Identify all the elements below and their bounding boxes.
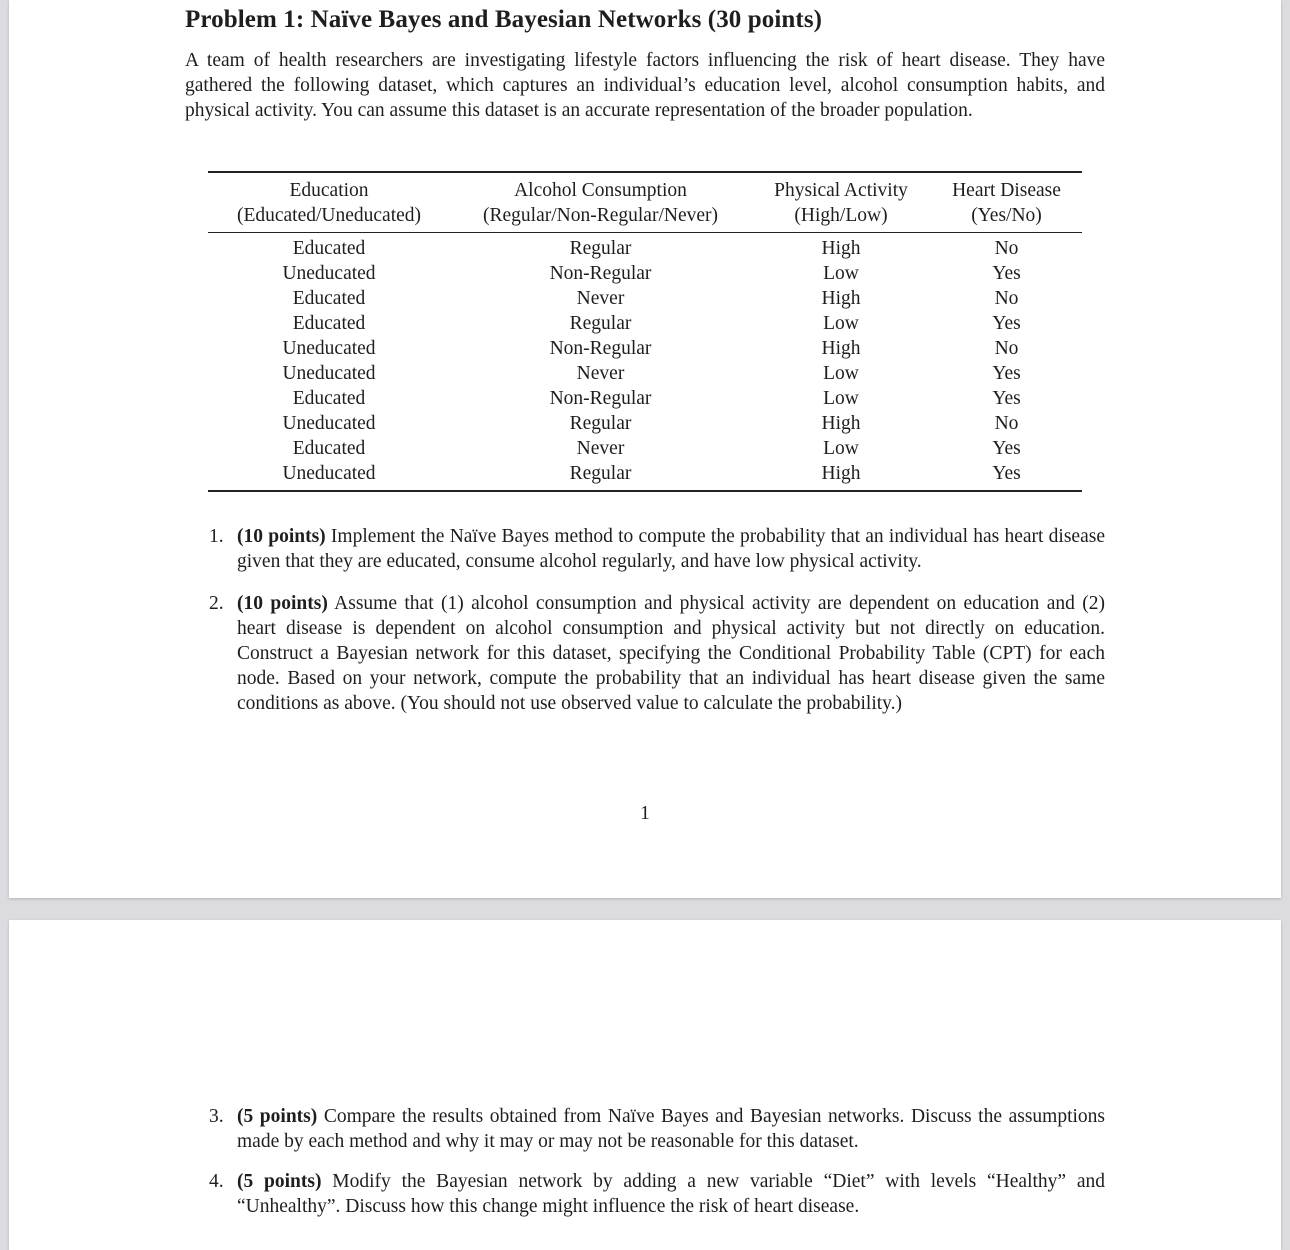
header-heart-disease: Heart Disease [931, 172, 1082, 203]
cell-activity: Low [823, 263, 859, 284]
cell-education: Uneducated [282, 338, 376, 359]
question-text: Compare the results obtained from Naïve Bayes and Bayesian networks. Discuss the assumptions made by each method and why it may or may not be reasonable for this dataset. [237, 1106, 1105, 1152]
cell-alcohol: Regular [569, 238, 632, 259]
cell-heart-disease: Yes [992, 263, 1021, 284]
header-heart-disease-options: (Yes/No) [931, 203, 1082, 233]
document-page-2 [9, 920, 1281, 1250]
cell-education: Educated [292, 238, 366, 259]
cell-education: Uneducated [282, 263, 376, 284]
cell-heart-disease: Yes [992, 388, 1021, 409]
dataset-table-container [208, 171, 1082, 492]
cell-education: Educated [292, 288, 366, 309]
table-row [208, 286, 1082, 311]
cell-alcohol: Never [576, 438, 625, 459]
cell-activity: Low [823, 363, 859, 384]
intro-paragraph: A team of health researchers are investigating lifestyle factors influencing the risk of heart disease. They have gathered the following dataset, which captures an individual’s education level, alcohol consumption habits, and physical activity. You can assume this dataset is an accurate representation of the broader population. [185, 50, 1105, 121]
header-alcohol-options: (Regular/Non-Regular/Never) [450, 203, 751, 233]
document-page-1 [9, 0, 1281, 898]
cell-education: Educated [292, 438, 366, 459]
header-education-options: (Educated/Uneducated) [208, 203, 450, 233]
question-3 [209, 1104, 1105, 1154]
cell-heart-disease: Yes [931, 461, 1082, 491]
cell-activity: High [821, 288, 861, 309]
cell-activity: High [751, 461, 931, 491]
question-4 [209, 1169, 1105, 1219]
question-list-page-1 [209, 524, 1105, 716]
table-row [208, 411, 1082, 436]
header-activity-options: (High/Low) [751, 203, 931, 233]
cell-alcohol: Never [576, 288, 625, 309]
question-number: 1. [209, 526, 224, 547]
cell-heart-disease: No [994, 238, 1019, 259]
question-text: Assume that (1) alcohol consumption and physical activity are dependent on education and (2) heart disease is dependent on alcohol consumption and physical activity but not directly on education. Construct a Bayesian network for this dataset, specifying the Conditional Probability Table (CPT) for each node. Based on your network, compute the probability that an individual has heart disease given the same conditions as above. (You should not use observed value to calculate the probability.) [237, 593, 1105, 714]
table-row [208, 233, 1082, 262]
question-number: 4. [209, 1171, 224, 1192]
table-row [208, 261, 1082, 286]
cell-alcohol: Regular [569, 313, 632, 334]
cell-activity: Low [823, 438, 859, 459]
question-points: (10 points) [237, 526, 326, 547]
question-points: (10 points) [237, 593, 328, 614]
problem-title: Problem 1: Naïve Bayes and Bayesian Networks (30 points) [185, 6, 823, 33]
cell-alcohol: Regular [450, 461, 751, 491]
table-row [208, 311, 1082, 336]
header-alcohol: Alcohol Consumption [450, 172, 751, 203]
cell-alcohol: Non-Regular [549, 263, 652, 284]
header-activity: Physical Activity [751, 172, 931, 203]
table-row [208, 336, 1082, 361]
cell-education: Uneducated [282, 363, 376, 384]
cell-education: Educated [292, 388, 366, 409]
table-header-row-1 [208, 172, 1082, 203]
cell-activity: High [821, 413, 861, 434]
cell-heart-disease: Yes [992, 363, 1021, 384]
question-number: 3. [209, 1106, 224, 1127]
cell-heart-disease: No [994, 288, 1019, 309]
cell-heart-disease: Yes [992, 313, 1021, 334]
page-number: 1 [640, 803, 650, 824]
question-list-page-2 [209, 1104, 1105, 1219]
question-text: Implement the Naïve Bayes method to compute the probability that an individual has heart disease given that they are educated, consume alcohol regularly, and have low physical activity. [237, 526, 1105, 572]
question-points: (5 points) [237, 1106, 318, 1127]
cell-activity: Low [823, 388, 859, 409]
cell-alcohol: Non-Regular [549, 338, 652, 359]
cell-education: Educated [292, 313, 366, 334]
cell-alcohol: Non-Regular [549, 388, 652, 409]
cell-activity: High [821, 338, 861, 359]
cell-education: Uneducated [208, 461, 450, 491]
header-education: Education [208, 172, 450, 203]
question-2 [209, 591, 1105, 716]
cell-alcohol: Regular [569, 413, 632, 434]
table-row [208, 461, 1082, 491]
table-row [208, 386, 1082, 411]
table-header-row-2 [208, 203, 1082, 233]
cell-heart-disease: No [994, 338, 1019, 359]
question-points: (5 points) [237, 1171, 322, 1192]
cell-activity: High [821, 238, 861, 259]
cell-activity: Low [823, 313, 859, 334]
question-text: Modify the Bayesian network by adding a new variable “Diet” with levels “Healthy” and “Unhealthy”. Discuss how this change might influence the risk of heart disease. [237, 1171, 1106, 1217]
cell-heart-disease: Yes [992, 438, 1021, 459]
question-number: 2. [209, 593, 224, 614]
cell-alcohol: Never [576, 363, 625, 384]
table-row [208, 436, 1082, 461]
cell-heart-disease: No [994, 413, 1019, 434]
question-1 [209, 524, 1105, 574]
cell-education: Uneducated [282, 413, 376, 434]
dataset-table [208, 171, 1082, 492]
table-row [208, 361, 1082, 386]
